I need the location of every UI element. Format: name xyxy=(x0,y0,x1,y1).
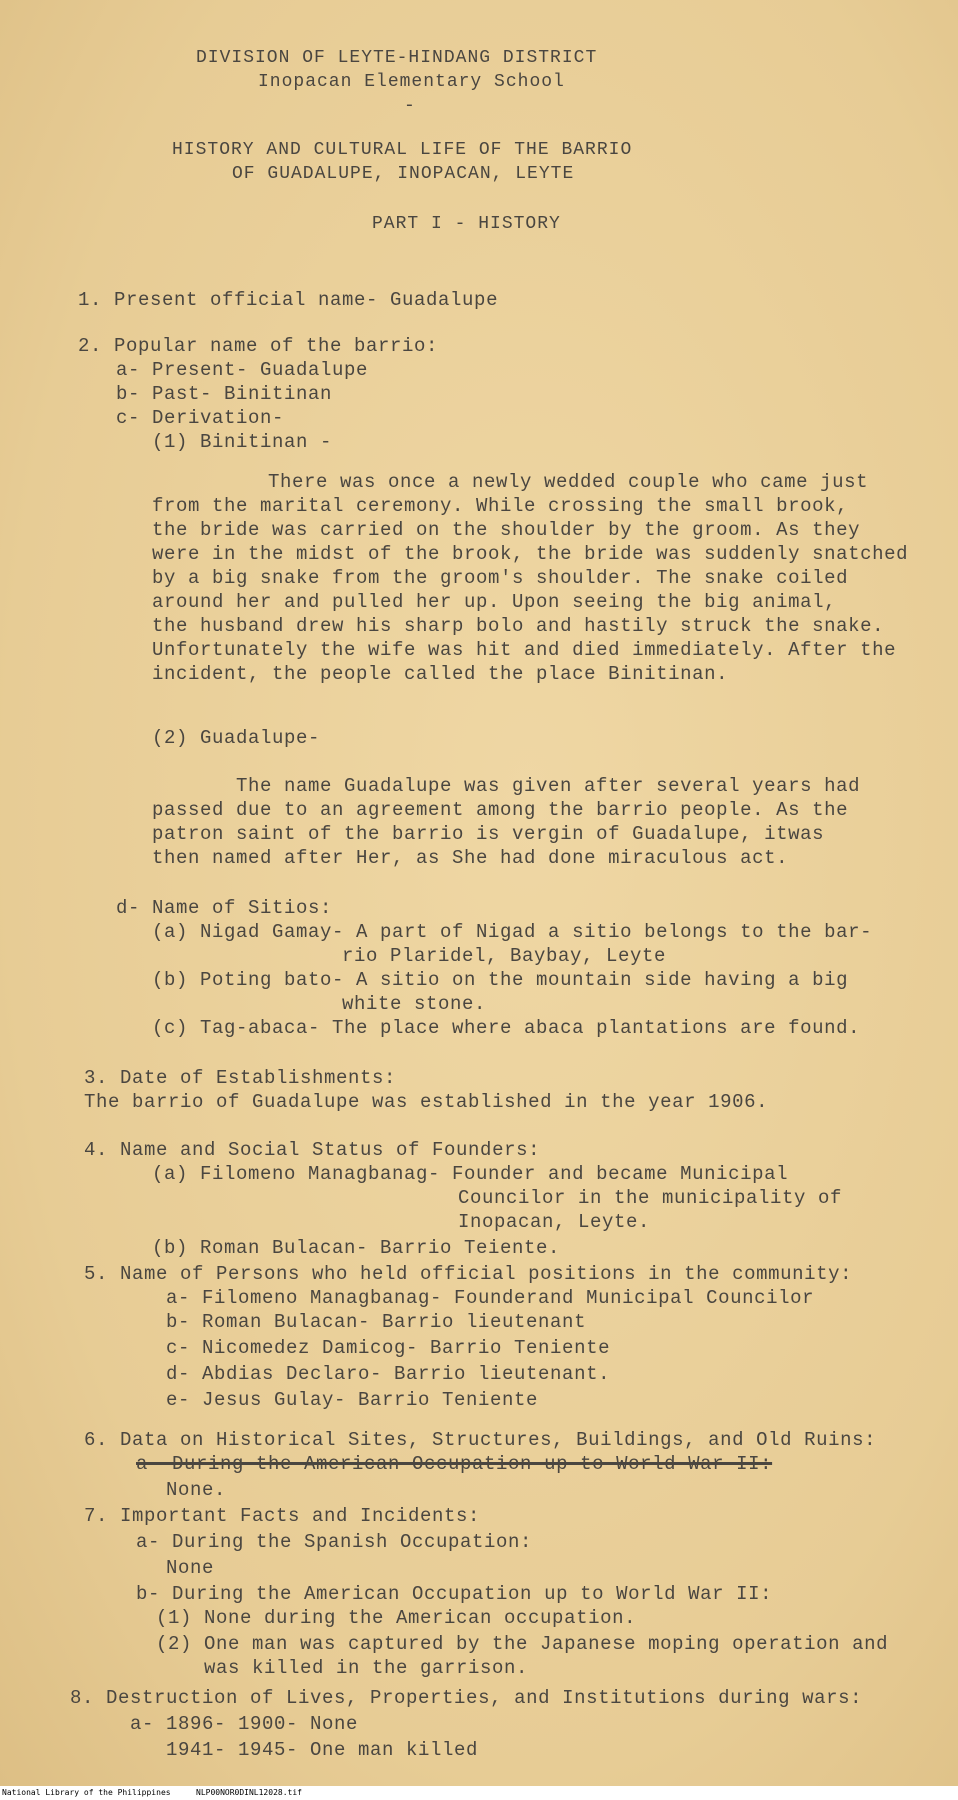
paragraph-line: around her and pulled her up. Upon seeing the big animal, xyxy=(152,591,837,613)
item-7a-text: None xyxy=(166,1557,215,1579)
school-name: Inopacan Elementary School xyxy=(258,72,565,92)
founder-a-line1: (a) Filomeno Managbanag- Founder and became Municipal xyxy=(152,1163,789,1185)
document-title-line2: OF GUADALUPE, INOPACAN, LEYTE xyxy=(232,164,575,184)
paragraph-line: There was once a newly wedded couple who came just xyxy=(268,471,869,493)
sitio-a-line1: (a) Nigad Gamay- A part of Nigad a sitio belongs to the bar- xyxy=(152,921,873,943)
sitio-a-line2: rio Plaridel, Baybay, Leyte xyxy=(342,945,667,967)
item-6-heading: 6. Data on Historical Sites, Structures, Buildings, and Old Ruins: xyxy=(84,1429,877,1451)
item-2b: b- Past- Binitinan xyxy=(116,383,333,405)
item-8a: a- 1896- 1900- None xyxy=(130,1713,359,1735)
item-8b: 1941- 1945- One man killed xyxy=(166,1739,479,1761)
sitio-c: (c) Tag-abaca- The place where abaca plantations are found. xyxy=(152,1017,861,1039)
paragraph-line: by a big snake from the groom's shoulder. The snake coiled xyxy=(152,567,849,589)
item-3-heading: 3. Date of Establishments: xyxy=(84,1067,397,1089)
separator-dash: - xyxy=(404,96,416,116)
sitio-b-line1: (b) Poting bato- A sitio on the mountain side having a big xyxy=(152,969,849,991)
item-2a: a- Present- Guadalupe xyxy=(116,359,369,381)
item-1: 1. Present official name- Guadalupe xyxy=(78,289,499,311)
item-2c: c- Derivation- xyxy=(116,407,285,429)
struck-out-line: a- During the American Occupation up to World War II: xyxy=(136,1453,773,1475)
official-a: a- Filomeno Managbanag- Founderand Municipal Councilor xyxy=(166,1287,815,1309)
part-heading: PART I - HISTORY xyxy=(372,214,561,234)
paragraph-line: the husband drew his sharp bolo and hastily struck the snake. xyxy=(152,615,885,637)
item-3-text: The barrio of Guadalupe was established in the year 1906. xyxy=(84,1091,769,1113)
official-d: d- Abdias Declaro- Barrio lieutenant. xyxy=(166,1363,611,1385)
item-2c1-label: (1) Binitinan - xyxy=(152,431,333,453)
item-8-heading: 8. Destruction of Lives, Properties, and Institutions during wars: xyxy=(70,1687,863,1709)
official-c: c- Nicomedez Damicog- Barrio Teniente xyxy=(166,1337,611,1359)
scan-footer xyxy=(0,1786,958,1800)
file-name: NLP00NOR0DINL12028.tif xyxy=(196,1788,302,1797)
item-2c2-label: (2) Guadalupe- xyxy=(152,727,321,749)
division-heading: DIVISION OF LEYTE-HINDANG DISTRICT xyxy=(196,48,598,68)
sitio-b-line2: white stone. xyxy=(342,993,487,1015)
paragraph-line: the bride was carried on the shoulder by the groom. As they xyxy=(152,519,861,541)
founder-a-line2: Councilor in the municipality of xyxy=(458,1187,843,1209)
paragraph-line: passed due to an agreement among the barrio people. As the xyxy=(152,799,849,821)
item-7b1: (1) None during the American occupation. xyxy=(156,1607,637,1629)
paragraph-line: The name Guadalupe was given after several years had xyxy=(236,775,861,797)
paragraph-line: from the marital ceremony. While crossing the small brook, xyxy=(152,495,849,517)
item-7b: b- During the American Occupation up to World War II: xyxy=(136,1583,773,1605)
item-6-text: None. xyxy=(166,1479,227,1501)
official-b: b- Roman Bulacan- Barrio lieutenant xyxy=(166,1311,587,1333)
paragraph-line: Unfortunately the wife was hit and died immediately. After the xyxy=(152,639,897,661)
paragraph-line: then named after Her, as She had done miraculous act. xyxy=(152,847,789,869)
item-2d: d- Name of Sitios: xyxy=(116,897,333,919)
item-7b2-line1: (2) One man was captured by the Japanese moping operation and xyxy=(156,1633,889,1655)
official-e: e- Jesus Gulay- Barrio Teniente xyxy=(166,1389,539,1411)
item-5-heading: 5. Name of Persons who held official positions in the community: xyxy=(84,1263,853,1285)
item-4-heading: 4. Name and Social Status of Founders: xyxy=(84,1139,541,1161)
item-7a: a- During the Spanish Occupation: xyxy=(136,1531,533,1553)
item-7-heading: 7. Important Facts and Incidents: xyxy=(84,1505,481,1527)
founder-b: (b) Roman Bulacan- Barrio Teiente. xyxy=(152,1237,561,1259)
library-label: National Library of the Philippines xyxy=(2,1788,171,1797)
paragraph-line: incident, the people called the place Binitinan. xyxy=(152,663,729,685)
item-2-heading: 2. Popular name of the barrio: xyxy=(78,335,439,357)
item-7b2-line2: was killed in the garrison. xyxy=(204,1657,529,1679)
paragraph-line: patron saint of the barrio is vergin of Guadalupe, itwas xyxy=(152,823,825,845)
founder-a-line3: Inopacan, Leyte. xyxy=(458,1211,651,1233)
document-title-line1: HISTORY AND CULTURAL LIFE OF THE BARRIO xyxy=(172,140,633,160)
paragraph-line: were in the midst of the brook, the bride was suddenly snatched xyxy=(152,543,909,565)
